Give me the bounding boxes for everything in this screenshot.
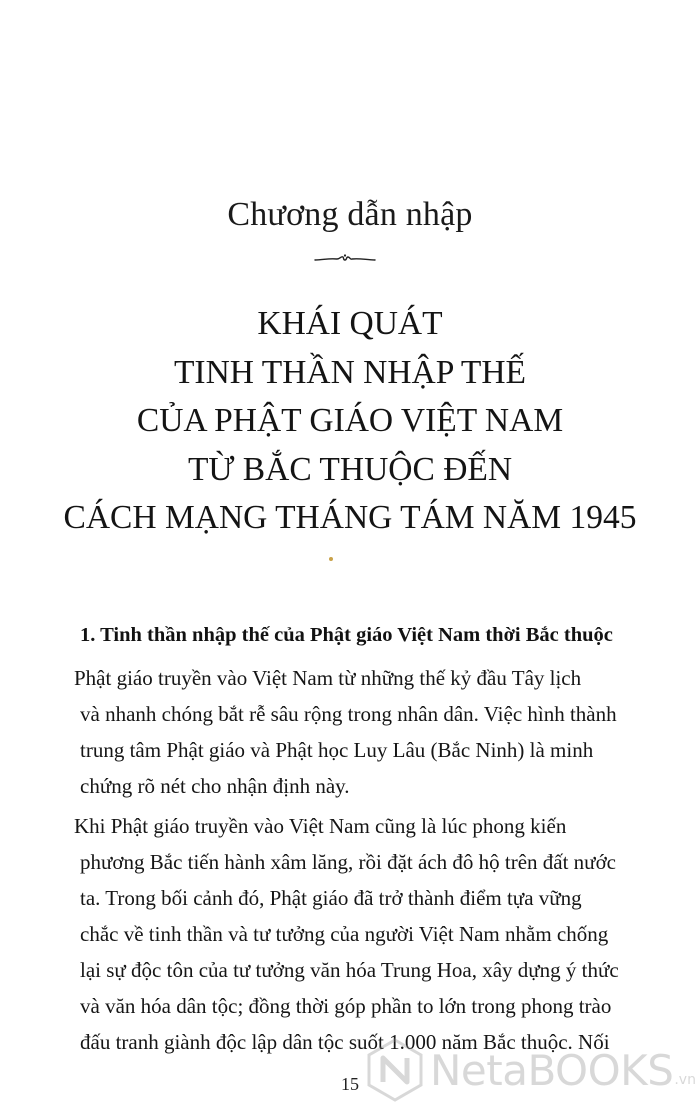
text-line: ta. Trong bối cảnh đó, Phật giáo đã trở thành điểm tựa vững	[80, 886, 582, 910]
chapter-title-line: TINH THẦN NHẬP THẾ	[173, 353, 527, 391]
paragraph-2	[74, 808, 664, 1060]
text-line: chắc về tinh thần và tư tưởng của người Việt Nam nhằm chống	[80, 922, 609, 946]
text-line: Khi Phật giáo truyền vào Việt Nam cũng là lúc phong kiến	[74, 814, 567, 838]
text-line: phương Bắc tiến hành xâm lăng, rồi đặt ách đô hộ trên đất nước	[80, 850, 616, 874]
text-line: và văn hóa dân tộc; đồng thời góp phần to lớn trong phong trào	[80, 994, 612, 1018]
text-line: chứng rõ nét cho nhận định này.	[80, 774, 350, 798]
page-number: 15	[341, 1074, 359, 1094]
watermark	[366, 1030, 696, 1110]
netabooks-logo-icon	[366, 1038, 424, 1102]
text-line: trung tâm Phật giáo và Phật học Luy Lâu (Bắc Ninh) là minh	[80, 738, 594, 762]
watermark-suffix: .vn	[674, 1072, 696, 1088]
chapter-title-line: TỪ BẮC THUỘC ĐẾN	[187, 450, 513, 488]
text-line: và nhanh chóng bắt rễ sâu rộng trong nhân dân. Việc hình thành	[80, 702, 617, 726]
text-line: Phật giáo truyền vào Việt Nam từ những thế kỷ đầu Tây lịch	[74, 666, 582, 690]
text-line: lại sự độc tôn của tư tưởng văn hóa Trung Hoa, xây dựng ý thức	[80, 958, 619, 982]
chapter-title	[20, 300, 680, 543]
watermark-brand: NetaBOOKS	[430, 1045, 674, 1095]
chapter-label: Chương dẫn nhập	[227, 196, 473, 233]
section-heading: 1. Tinh thần nhập thế của Phật giáo Việt Nam thời Bắc thuộc	[80, 624, 613, 646]
chapter-title-line: CÁCH MẠNG THÁNG TÁM NĂM 1945	[63, 499, 637, 536]
ornament-divider-icon	[313, 252, 377, 266]
chapter-title-line: CỦA PHẬT GIÁO VIỆT NAM	[136, 402, 564, 439]
chapter-title-line: KHÁI QUÁT	[257, 305, 443, 342]
paragraph-1	[74, 660, 664, 804]
decorative-dot	[329, 557, 333, 561]
text-line: đấu tranh giành độc lập dân tộc suốt 1.000 năm Bắc thuộc. Nối	[80, 1030, 610, 1054]
